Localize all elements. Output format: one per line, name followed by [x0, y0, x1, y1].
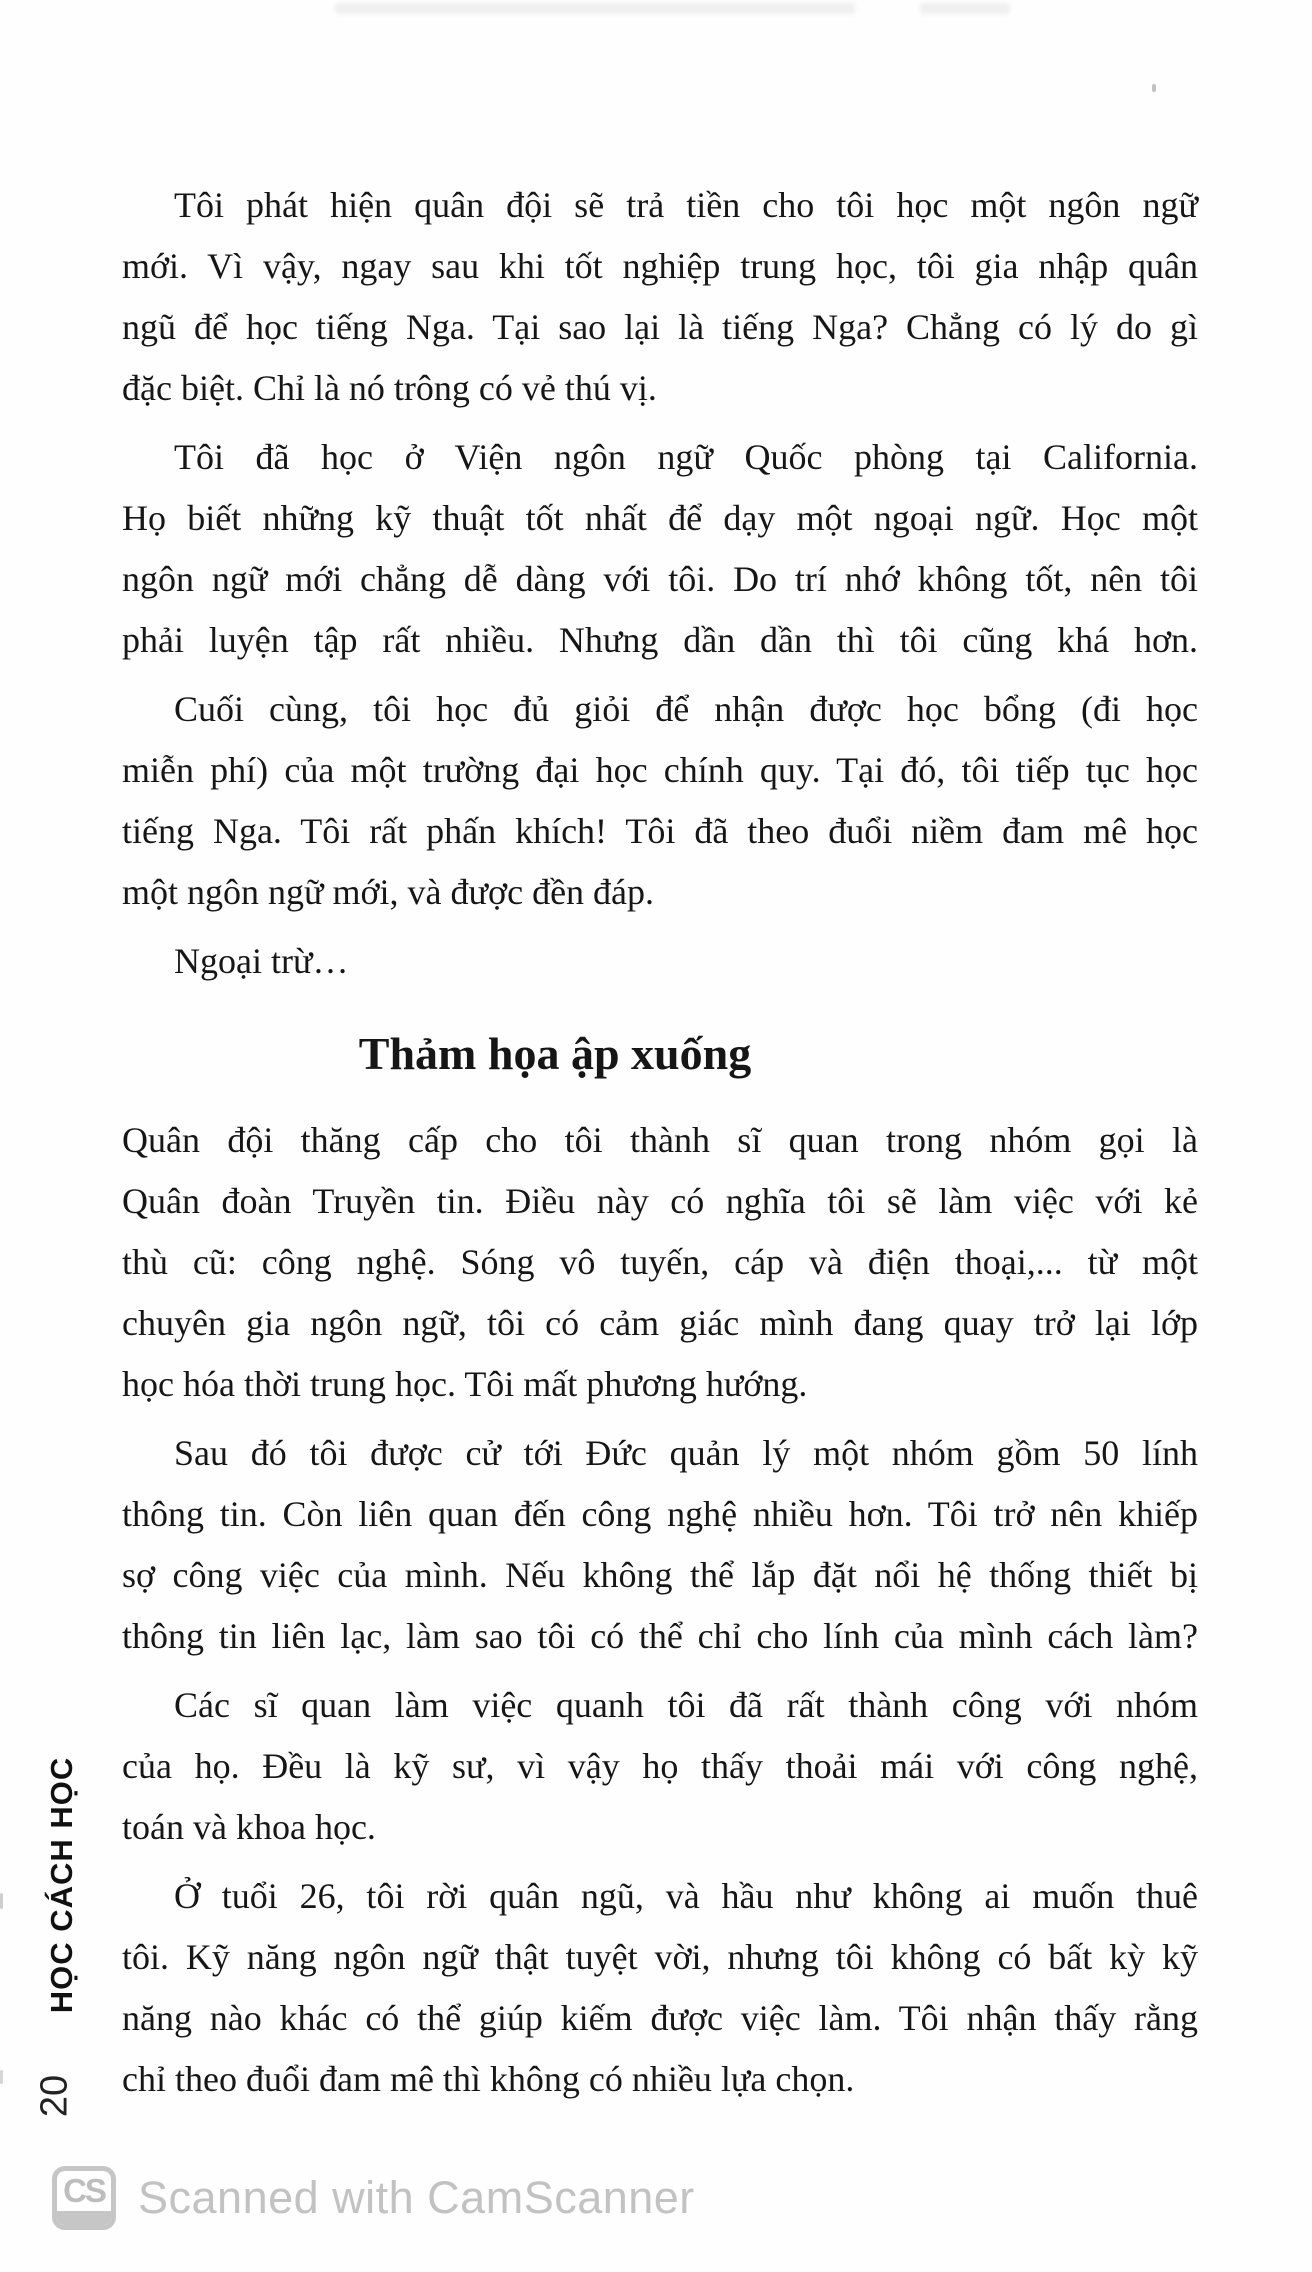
watermark-text: Scanned with CamScanner — [138, 2172, 695, 2223]
paragraph — [122, 1866, 1198, 2110]
ghost-header-artifact — [920, 3, 1010, 14]
text-line: năng nào khác có thể giúp kiếm được việc làm. Tôi nhận thấy rằng — [122, 1998, 1198, 2038]
text-line: toán và khoa học. — [122, 1807, 376, 1847]
text-line: Tôi phát hiện quân đội sẽ trả tiền cho tôi học một ngôn ngữ — [174, 185, 1198, 225]
text-line: Quân đội thăng cấp cho tôi thành sĩ quan trong nhóm gọi là — [122, 1120, 1198, 1160]
page-number: 20 — [33, 2074, 76, 2118]
paragraph — [122, 931, 1198, 992]
text-line: Ở tuổi 26, tôi rời quân ngũ, và hầu như không ai muốn thuê — [174, 1876, 1198, 1916]
scan-speck — [0, 1893, 3, 1909]
cs-logo-text: CS — [63, 2172, 105, 2209]
text-line: một ngôn ngữ mới, và được đền đáp. — [122, 872, 655, 912]
text-line: mới. Vì vậy, ngay sau khi tốt nghiệp trung học, tôi gia nhập quân — [122, 246, 1198, 286]
camscanner-watermark — [52, 2166, 695, 2230]
text-line: sợ công việc của mình. Nếu không thể lắp đặt nổi hệ thống thiết bị — [122, 1555, 1198, 1595]
text-line: phải luyện tập rất nhiều. Nhưng dần dần thì tôi cũng khá hơn. — [122, 620, 1198, 660]
text-line: thông tin. Còn liên quan đến công nghệ nhiều hơn. Tôi trở nên khiếp — [122, 1494, 1198, 1534]
text-line: tiếng Nga. Tôi rất phấn khích! Tôi đã theo đuổi niềm đam mê học — [122, 811, 1198, 851]
text-line: học hóa thời trung học. Tôi mất phương hướng. — [122, 1364, 808, 1404]
scan-speck — [0, 2070, 3, 2084]
text-line: ngũ để học tiếng Nga. Tại sao lại là tiếng Nga? Chẳng có lý do gì — [122, 307, 1198, 347]
text-line: đặc biệt. Chỉ là nó trông có vẻ thú vị. — [122, 368, 657, 408]
paragraph — [122, 1675, 1198, 1858]
paragraph — [122, 679, 1198, 923]
scan-speck — [1152, 84, 1156, 92]
text-line: Ngoại trừ… — [174, 941, 349, 981]
text-line: thông tin liên lạc, làm sao tôi có thể chỉ cho lính của mình cách làm? — [122, 1616, 1198, 1656]
text-line: Quân đoàn Truyền tin. Điều này có nghĩa tôi sẽ làm việc với kẻ — [122, 1181, 1198, 1221]
paragraph — [122, 1423, 1198, 1667]
text-line: Họ biết những kỹ thuật tốt nhất để dạy một ngoại ngữ. Học một — [122, 498, 1198, 538]
text-line: Sau đó tôi được cử tới Đức quản lý một nhóm gồm 50 lính — [174, 1433, 1198, 1473]
ghost-header-artifact — [335, 3, 855, 14]
text-line: của họ. Đều là kỹ sư, vì vậy họ thấy thoải mái với công nghệ, — [122, 1746, 1198, 1786]
text-line: ngôn ngữ mới chẳng dễ dàng với tôi. Do trí nhớ không tốt, nên tôi — [122, 559, 1198, 599]
paragraph — [122, 427, 1198, 671]
cs-logo-band — [57, 2211, 111, 2225]
body-text — [122, 175, 1198, 2118]
text-line: miễn phí) của một trường đại học chính quy. Tại đó, tôi tiếp tục học — [122, 750, 1198, 790]
text-line: Cuối cùng, tôi học đủ giỏi để nhận được học bổng (đi học — [174, 689, 1198, 729]
paragraph — [122, 175, 1198, 419]
text-line: thù cũ: công nghệ. Sóng vô tuyến, cáp và điện thoại,... từ một — [122, 1242, 1198, 1282]
paragraph — [122, 1110, 1198, 1415]
text-line: Các sĩ quan làm việc quanh tôi đã rất thành công với nhóm — [174, 1685, 1198, 1725]
text-line: tôi. Kỹ năng ngôn ngữ thật tuyệt vời, nhưng tôi không có bất kỳ kỹ — [122, 1937, 1198, 1977]
text-line: chỉ theo đuổi đam mê thì không có nhiều lựa chọn. — [122, 2059, 855, 2099]
sidebar-book-title: HỌC CÁCH HỌC — [44, 1756, 79, 2014]
camscanner-logo-icon — [52, 2166, 116, 2230]
text-line: chuyên gia ngôn ngữ, tôi có cảm giác mình đang quay trở lại lớp — [122, 1303, 1198, 1343]
text-line: Tôi đã học ở Viện ngôn ngữ Quốc phòng tại California. — [174, 437, 1198, 477]
section-heading: Thảm họa ập xuống — [358, 1028, 752, 1079]
